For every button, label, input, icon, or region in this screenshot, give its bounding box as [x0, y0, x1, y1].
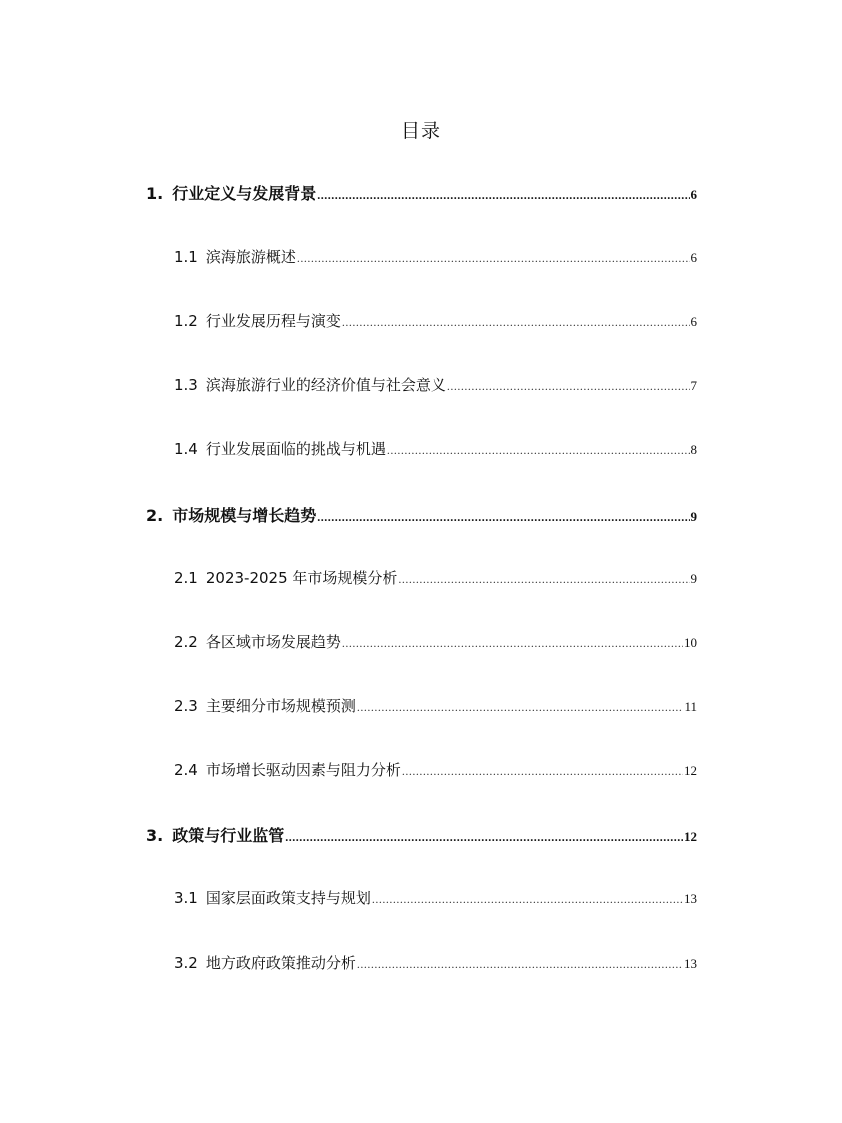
toc-dot-leader — [317, 510, 689, 525]
toc-entry-2-3[interactable] — [174, 695, 697, 717]
toc-entry-label: 行业发展历程与演变 — [205, 312, 341, 330]
toc-entry-1-1[interactable] — [174, 246, 697, 268]
toc-entry-label: 地方政府政策推动分析 — [205, 954, 356, 972]
toc-entry-1-2[interactable] — [174, 310, 697, 332]
toc-entry-number: 2. — [146, 506, 164, 525]
toc-entry-2-4[interactable] — [174, 759, 697, 781]
toc-entry-3-2[interactable] — [174, 952, 697, 974]
toc-dot-leader — [387, 443, 690, 458]
toc-entry-page: 7 — [690, 378, 697, 393]
toc-entry-label: 行业发展面临的挑战与机遇 — [205, 440, 386, 458]
toc-dot-leader — [342, 315, 690, 330]
toc-entry-number: 1. — [146, 184, 164, 203]
toc-entry-page: 12 — [684, 763, 697, 778]
toc-entry-1-4[interactable] — [174, 438, 697, 460]
toc-entry-label: 滨海旅游行业的经济价值与社会意义 — [205, 376, 446, 394]
toc-entry-label: 国家层面政策支持与规划 — [205, 889, 371, 907]
toc-entry-1-3[interactable] — [174, 374, 697, 396]
toc-entry-number: 3.2 — [174, 954, 198, 972]
toc-entry-page: 8 — [690, 442, 697, 457]
toc-entry-page: 6 — [690, 250, 697, 265]
toc-dot-leader — [317, 188, 689, 203]
toc-entry-number: 1.3 — [174, 376, 198, 394]
toc-dot-leader — [372, 892, 683, 907]
toc-dot-leader — [285, 830, 683, 845]
toc-dot-leader — [402, 764, 683, 779]
toc-entry-number: 2.4 — [174, 761, 198, 779]
toc-entry-page: 12 — [684, 829, 697, 844]
toc-entry-page: 13 — [684, 891, 697, 906]
toc-entry-2-2[interactable] — [174, 631, 697, 653]
toc-dot-leader — [357, 700, 684, 715]
toc-dot-leader — [342, 636, 683, 651]
toc-entry-2[interactable] — [146, 503, 697, 525]
toc-entry-label: 滨海旅游概述 — [205, 248, 296, 266]
toc-entry-number: 2.2 — [174, 633, 198, 651]
toc-dot-leader — [447, 379, 690, 394]
toc-entry-label: 市场规模与增长趋势 — [172, 506, 317, 525]
toc-entry-label: 主要细分市场规模预测 — [205, 697, 356, 715]
toc-entry-label: 2023-2025 年市场规模分析 — [205, 569, 398, 587]
toc-entry-number: 3. — [146, 826, 164, 845]
toc-entry-page: 9 — [690, 571, 697, 586]
toc-entry-page: 9 — [690, 509, 697, 524]
toc-entry-2-1[interactable] — [174, 567, 697, 589]
toc-title: 目录 — [400, 120, 441, 142]
toc-entry-page: 6 — [690, 314, 697, 329]
toc-entry-label: 市场增长驱动因素与阻力分析 — [205, 761, 401, 779]
toc-entry-label: 各区域市场发展趋势 — [205, 633, 341, 651]
toc-entry-page: 11 — [684, 699, 697, 714]
toc-entry-label: 政策与行业监管 — [172, 826, 285, 845]
toc-entry-label: 行业定义与发展背景 — [172, 184, 317, 203]
toc-entry-number: 2.3 — [174, 697, 198, 715]
toc-entry-3[interactable] — [146, 823, 697, 845]
toc-entry-number: 1.1 — [174, 248, 198, 266]
toc-entry-number: 3.1 — [174, 889, 198, 907]
toc-entry-page: 13 — [684, 956, 697, 971]
toc-dot-leader — [357, 957, 683, 972]
toc-entry-1[interactable] — [146, 181, 697, 203]
toc-entry-number: 2.1 — [174, 569, 198, 587]
toc-entry-number: 1.2 — [174, 312, 198, 330]
toc-dot-leader — [398, 572, 689, 587]
toc-entry-number: 1.4 — [174, 440, 198, 458]
toc-entry-page: 10 — [684, 635, 697, 650]
toc-entry-3-1[interactable] — [174, 887, 697, 909]
toc-entry-page: 6 — [690, 187, 697, 202]
toc-dot-leader — [297, 251, 690, 266]
